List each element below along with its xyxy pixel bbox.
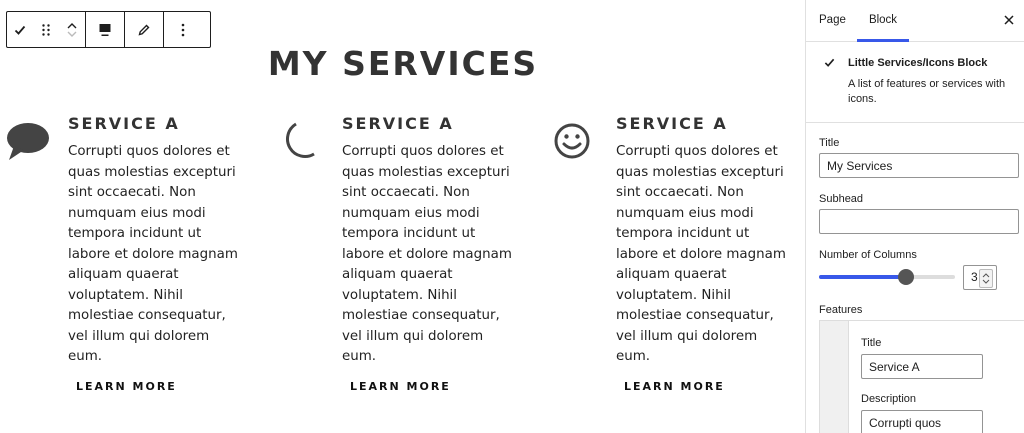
smiley-icon [554,118,602,166]
block-toolbar-group-select [7,12,86,47]
block-movers [59,12,85,47]
columns-slider-thumb[interactable] [898,269,914,285]
features-panel [819,320,1024,433]
service-item[interactable] [6,112,276,402]
block-toolbar [6,11,211,48]
subhead-input[interactable] [819,209,1019,234]
tab-page[interactable]: Page [819,14,846,26]
title-input[interactable] [819,153,1019,178]
service-description[interactable]: Corrupti quos dolores et quas molestias excepturi sint occaecati. Non numquam eius modi tempora incidunt ut labore et dolore magnam aliquam quaerat voluptatem. Nihil molestiae consequatur, vel illum qui dolorem eum. [616,144,786,364]
tab-block[interactable]: Block [857,0,909,41]
columns-label: Number of Columns [819,249,917,261]
feature-item [848,321,1024,433]
feature-title-input[interactable] [861,354,983,379]
service-title[interactable]: SERVICE A [616,114,728,133]
service-title[interactable]: SERVICE A [342,114,454,133]
feature-description-input[interactable] [861,410,983,433]
section-title[interactable]: MY SERVICES [267,44,539,83]
stepper-icon[interactable] [979,269,993,288]
columns-slider[interactable] [819,275,955,279]
align-button[interactable] [86,12,124,47]
block-type-button[interactable] [7,12,33,47]
feature-description-label: Description [861,393,917,405]
service-item[interactable] [280,112,550,402]
learn-more-link[interactable]: LEARN MORE [76,380,177,393]
service-description[interactable]: Corrupti quos dolores et quas molestias excepturi sint occaecati. Non numquam eius modi tempora incidunt ut labore et dolore magnam aliquam quaerat voluptatem. Nihil molestiae consequatur, vel illum qui dolorem eum. [342,144,512,364]
service-title[interactable]: SERVICE A [68,114,180,133]
columns-value: 3 [971,270,978,284]
title-label: Title [819,137,840,149]
subhead-label: Subhead [819,193,864,205]
close-icon[interactable] [1002,13,1016,27]
more-options-button[interactable] [164,12,202,47]
learn-more-link[interactable]: LEARN MORE [624,380,725,393]
sidebar-tabs [806,0,1024,42]
block-toolbar-group-edit [125,12,164,47]
learn-more-link[interactable]: LEARN MORE [350,380,451,393]
check-icon [824,57,835,68]
service-description[interactable]: Corrupti quos dolores et quas molestias excepturi sint occaecati. Non numquam eius modi tempora incidunt ut labore et dolore magnam aliquam quaerat voluptatem. Nihil molestiae consequatur, vel illum qui dolorem eum. [68,144,238,364]
moon-icon [280,118,328,166]
columns-slider-fill [819,275,906,279]
speech-bubble-icon [6,118,54,166]
check-icon [14,24,26,36]
more-options-icon [181,23,185,37]
edit-icon [137,23,151,37]
columns-number-input[interactable] [963,265,997,290]
edit-button[interactable] [125,12,163,47]
block-card [806,41,1024,123]
drag-handle-button[interactable] [33,12,59,47]
feature-title-label: Title [861,337,882,349]
features-label: Features [819,304,863,316]
block-card-title: Little Services/Icons Block [848,57,988,69]
move-down-icon[interactable] [66,30,78,39]
settings-sidebar [805,0,1024,433]
service-item[interactable] [554,112,806,402]
block-card-description: A list of features or services with icons. [848,78,1006,105]
block-toolbar-group-align [86,12,125,47]
drag-handle-icon [41,23,51,37]
align-icon [98,23,112,37]
block-toolbar-group-more [164,12,202,47]
move-up-icon[interactable] [66,21,78,30]
